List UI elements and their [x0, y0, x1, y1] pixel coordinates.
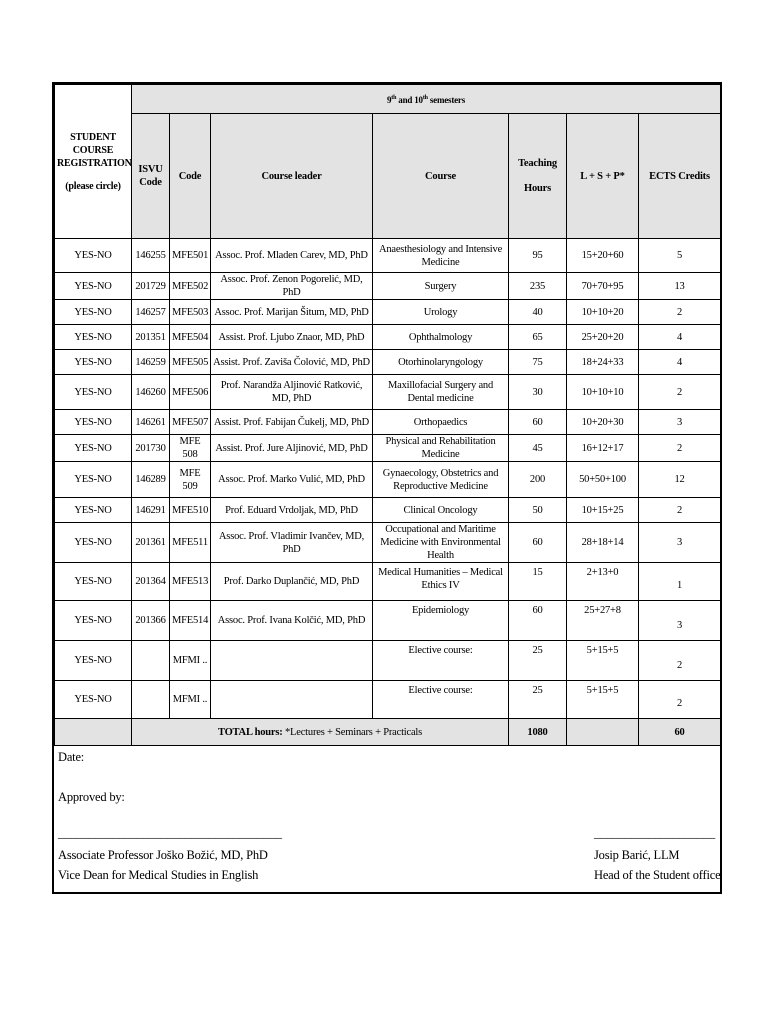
cell-lsp: 70+70+95 — [567, 273, 639, 300]
cell-lsp: 28+18+14 — [567, 523, 639, 563]
cell-hours: 95 — [509, 239, 567, 273]
total-label: TOTAL hours: — [217, 726, 283, 738]
cell-ects: 2 — [639, 435, 721, 462]
cell-leader: Assist. Prof. Jure Aljinović, MD, PhD — [211, 435, 373, 462]
cell-course: Medical Humanities – Medical Ethics IV — [373, 563, 509, 601]
cell-leader: Prof. Narandža Aljinović Ratković, MD, PhD — [211, 375, 373, 410]
left-signature-line: _____________________________________ — [58, 826, 282, 840]
column-header-row — [55, 114, 721, 239]
cell-isvu: 201351 — [132, 325, 170, 350]
table-row — [55, 641, 721, 681]
col-ects-header: ECTS Credits — [639, 114, 721, 239]
total-row — [55, 719, 721, 746]
cell-reg[interactable]: YES-NO — [55, 350, 132, 375]
table-row — [55, 273, 721, 300]
cell-leader: Assist. Prof. Ljubo Znaor, MD, PhD — [211, 325, 373, 350]
cell-hours: 60 — [509, 523, 567, 563]
cell-code: MFE510 — [170, 498, 211, 523]
cell-lsp: 2+13+0 — [567, 563, 639, 601]
cell-code: MFE504 — [170, 325, 211, 350]
cell-code: MFE506 — [170, 375, 211, 410]
table-row — [55, 563, 721, 601]
cell-code: MFE503 — [170, 300, 211, 325]
cell-code: MFMI .. — [170, 681, 211, 719]
cell-isvu: 146255 — [132, 239, 170, 273]
table-row — [55, 239, 721, 273]
col-hours-header: Teaching Hours — [509, 114, 567, 239]
cell-code: MFE507 — [170, 410, 211, 435]
cell-course: Elective course: — [373, 641, 509, 681]
date-label: Date: — [58, 750, 85, 764]
cell-hours: 200 — [509, 462, 567, 498]
table-row — [55, 462, 721, 498]
cell-reg[interactable]: YES-NO — [55, 523, 132, 563]
cell-code: MFE505 — [170, 350, 211, 375]
cell-lsp: 50+50+100 — [567, 462, 639, 498]
student-office-head-name: Josip Barić, LLM — [594, 848, 680, 862]
cell-lsp: 15+20+60 — [567, 239, 639, 273]
vice-dean-name: Associate Professor Joško Božić, MD, PhD — [58, 848, 268, 862]
cell-leader: Assoc. Prof. Vladimir Ivančev, MD, PhD — [211, 523, 373, 563]
cell-ects: 13 — [639, 273, 721, 300]
cell-course: Surgery — [373, 273, 509, 300]
table-row — [55, 375, 721, 410]
semesters-header-row — [55, 85, 721, 114]
cell-leader: Prof. Eduard Vrdoljak, MD, PhD — [211, 498, 373, 523]
registration-title: STUDENT COURSE REGISTRATION — [57, 131, 132, 169]
cell-reg[interactable]: YES-NO — [55, 498, 132, 523]
total-lsp-blank — [567, 719, 639, 746]
cell-hours: 60 — [509, 601, 567, 641]
cell-isvu — [132, 641, 170, 681]
table-row — [55, 325, 721, 350]
cell-lsp: 10+10+10 — [567, 375, 639, 410]
cell-ects: 2 — [639, 300, 721, 325]
cell-code: MFE511 — [170, 523, 211, 563]
cell-course: Gynaecology, Obstetrics and Reproductive Medicine — [373, 462, 509, 498]
cell-lsp: 5+15+5 — [567, 681, 639, 719]
cell-leader: Assoc. Prof. Mladen Carev, MD, PhD — [211, 239, 373, 273]
cell-course: Orthopaedics — [373, 410, 509, 435]
total-note: *Lectures + Seminars + Practicals — [285, 726, 423, 738]
cell-lsp: 10+20+30 — [567, 410, 639, 435]
table-row — [55, 523, 721, 563]
col-code-header: Code — [170, 114, 211, 239]
cell-isvu: 146261 — [132, 410, 170, 435]
cell-course: Occupational and Maritime Medicine with Environmental Health — [373, 523, 509, 563]
cell-isvu: 201730 — [132, 435, 170, 462]
cell-isvu: 201364 — [132, 563, 170, 601]
cell-hours: 65 — [509, 325, 567, 350]
cell-reg[interactable]: YES-NO — [55, 239, 132, 273]
registration-header-cell — [55, 85, 132, 239]
cell-hours: 40 — [509, 300, 567, 325]
cell-code: MFE502 — [170, 273, 211, 300]
table-row — [55, 601, 721, 641]
cell-leader — [211, 641, 373, 681]
cell-reg[interactable]: YES-NO — [55, 300, 132, 325]
cell-reg[interactable]: YES-NO — [55, 375, 132, 410]
cell-isvu: 201366 — [132, 601, 170, 641]
col-isvu-header: ISVU Code — [132, 114, 170, 239]
cell-ects: 5 — [639, 239, 721, 273]
cell-lsp: 16+12+17 — [567, 435, 639, 462]
cell-course: Clinical Oncology — [373, 498, 509, 523]
course-registration-table — [54, 84, 721, 746]
cell-leader: Assoc. Prof. Zenon Pogorelić, MD, PhD — [211, 273, 373, 300]
cell-ects: 3 — [639, 523, 721, 563]
cell-ects: 2 — [639, 498, 721, 523]
cell-lsp: 5+15+5 — [567, 641, 639, 681]
cell-reg[interactable]: YES-NO — [55, 410, 132, 435]
col-course-header: Course — [373, 114, 509, 239]
cell-course: Physical and Rehabilitation Medicine — [373, 435, 509, 462]
cell-code: MFE513 — [170, 563, 211, 601]
cell-ects: 12 — [639, 462, 721, 498]
cell-leader: Assist. Prof. Fabijan Čukelj, MD, PhD — [211, 410, 373, 435]
cell-ects: 2 — [639, 681, 721, 719]
cell-ects: 3 — [639, 410, 721, 435]
cell-lsp: 10+10+20 — [567, 300, 639, 325]
student-office-head-title: Head of the Student office — [594, 868, 721, 882]
cell-reg[interactable]: YES-NO — [55, 601, 132, 641]
cell-leader: Assoc. Prof. Ivana Kolčić, MD, PhD — [211, 601, 373, 641]
cell-leader: Assoc. Prof. Marijan Šitum, MD, PhD — [211, 300, 373, 325]
cell-leader — [211, 681, 373, 719]
cell-ects: 4 — [639, 350, 721, 375]
cell-code: MFE 509 — [170, 462, 211, 498]
please-circle-note: (please circle) — [65, 180, 121, 192]
cell-course: Elective course: — [373, 681, 509, 719]
total-label-cell — [132, 719, 509, 746]
cell-hours: 30 — [509, 375, 567, 410]
approval-footer — [54, 746, 720, 892]
cell-course: Ophthalmology — [373, 325, 509, 350]
approved-by-label: Approved by: — [58, 790, 125, 804]
cell-reg[interactable]: YES-NO — [55, 641, 132, 681]
cell-isvu — [132, 681, 170, 719]
cell-course: Urology — [373, 300, 509, 325]
cell-isvu: 146257 — [132, 300, 170, 325]
table-row — [55, 350, 721, 375]
cell-ects: 1 — [639, 563, 721, 601]
cell-lsp: 18+24+33 — [567, 350, 639, 375]
cell-isvu: 201729 — [132, 273, 170, 300]
cell-isvu: 146260 — [132, 375, 170, 410]
table-row — [55, 300, 721, 325]
cell-ects: 4 — [639, 325, 721, 350]
cell-reg[interactable]: YES-NO — [55, 325, 132, 350]
cell-isvu: 146259 — [132, 350, 170, 375]
cell-course: Anaesthesiology and Intensive Medicine — [373, 239, 509, 273]
cell-leader: Assist. Prof. Zaviša Čolović, MD, PhD — [211, 350, 373, 375]
registration-form — [52, 82, 722, 894]
cell-ects: 2 — [639, 375, 721, 410]
cell-reg[interactable]: YES-NO — [55, 435, 132, 462]
vice-dean-title: Vice Dean for Medical Studies in English — [58, 868, 259, 882]
cell-hours: 75 — [509, 350, 567, 375]
semesters-title: 9th and 10th semesters — [132, 85, 721, 114]
cell-hours: 50 — [509, 498, 567, 523]
cell-course: Maxillofacial Surgery and Dental medicine — [373, 375, 509, 410]
total-blank — [55, 719, 132, 746]
cell-ects: 2 — [639, 641, 721, 681]
col-leader-header: Course leader — [211, 114, 373, 239]
cell-hours: 235 — [509, 273, 567, 300]
total-hours: 1080 — [509, 719, 567, 746]
cell-ects: 3 — [639, 601, 721, 641]
course-rows — [55, 239, 721, 719]
cell-isvu: 201361 — [132, 523, 170, 563]
cell-reg[interactable]: YES-NO — [55, 462, 132, 498]
right-signature-line: ____________________ — [594, 826, 716, 840]
cell-hours: 25 — [509, 641, 567, 681]
cell-course: Epidemiology — [373, 601, 509, 641]
cell-hours: 15 — [509, 563, 567, 601]
table-row — [55, 498, 721, 523]
col-lsp-header: L + S + P* — [567, 114, 639, 239]
table-row — [55, 410, 721, 435]
cell-code: MFE 508 — [170, 435, 211, 462]
cell-lsp: 25+20+20 — [567, 325, 639, 350]
cell-reg[interactable]: YES-NO — [55, 681, 132, 719]
cell-code: MFMI .. — [170, 641, 211, 681]
total-ects: 60 — [639, 719, 721, 746]
cell-leader: Assoc. Prof. Marko Vulić, MD, PhD — [211, 462, 373, 498]
table-row — [55, 681, 721, 719]
cell-code: MFE514 — [170, 601, 211, 641]
cell-isvu: 146289 — [132, 462, 170, 498]
cell-leader: Prof. Darko Duplančić, MD, PhD — [211, 563, 373, 601]
cell-reg[interactable]: YES-NO — [55, 563, 132, 601]
cell-lsp: 10+15+25 — [567, 498, 639, 523]
cell-hours: 60 — [509, 410, 567, 435]
cell-code: MFE501 — [170, 239, 211, 273]
table-row — [55, 435, 721, 462]
cell-reg[interactable]: YES-NO — [55, 273, 132, 300]
cell-course: Otorhinolaryngology — [373, 350, 509, 375]
cell-hours: 25 — [509, 681, 567, 719]
cell-isvu: 146291 — [132, 498, 170, 523]
cell-hours: 45 — [509, 435, 567, 462]
cell-lsp: 25+27+8 — [567, 601, 639, 641]
